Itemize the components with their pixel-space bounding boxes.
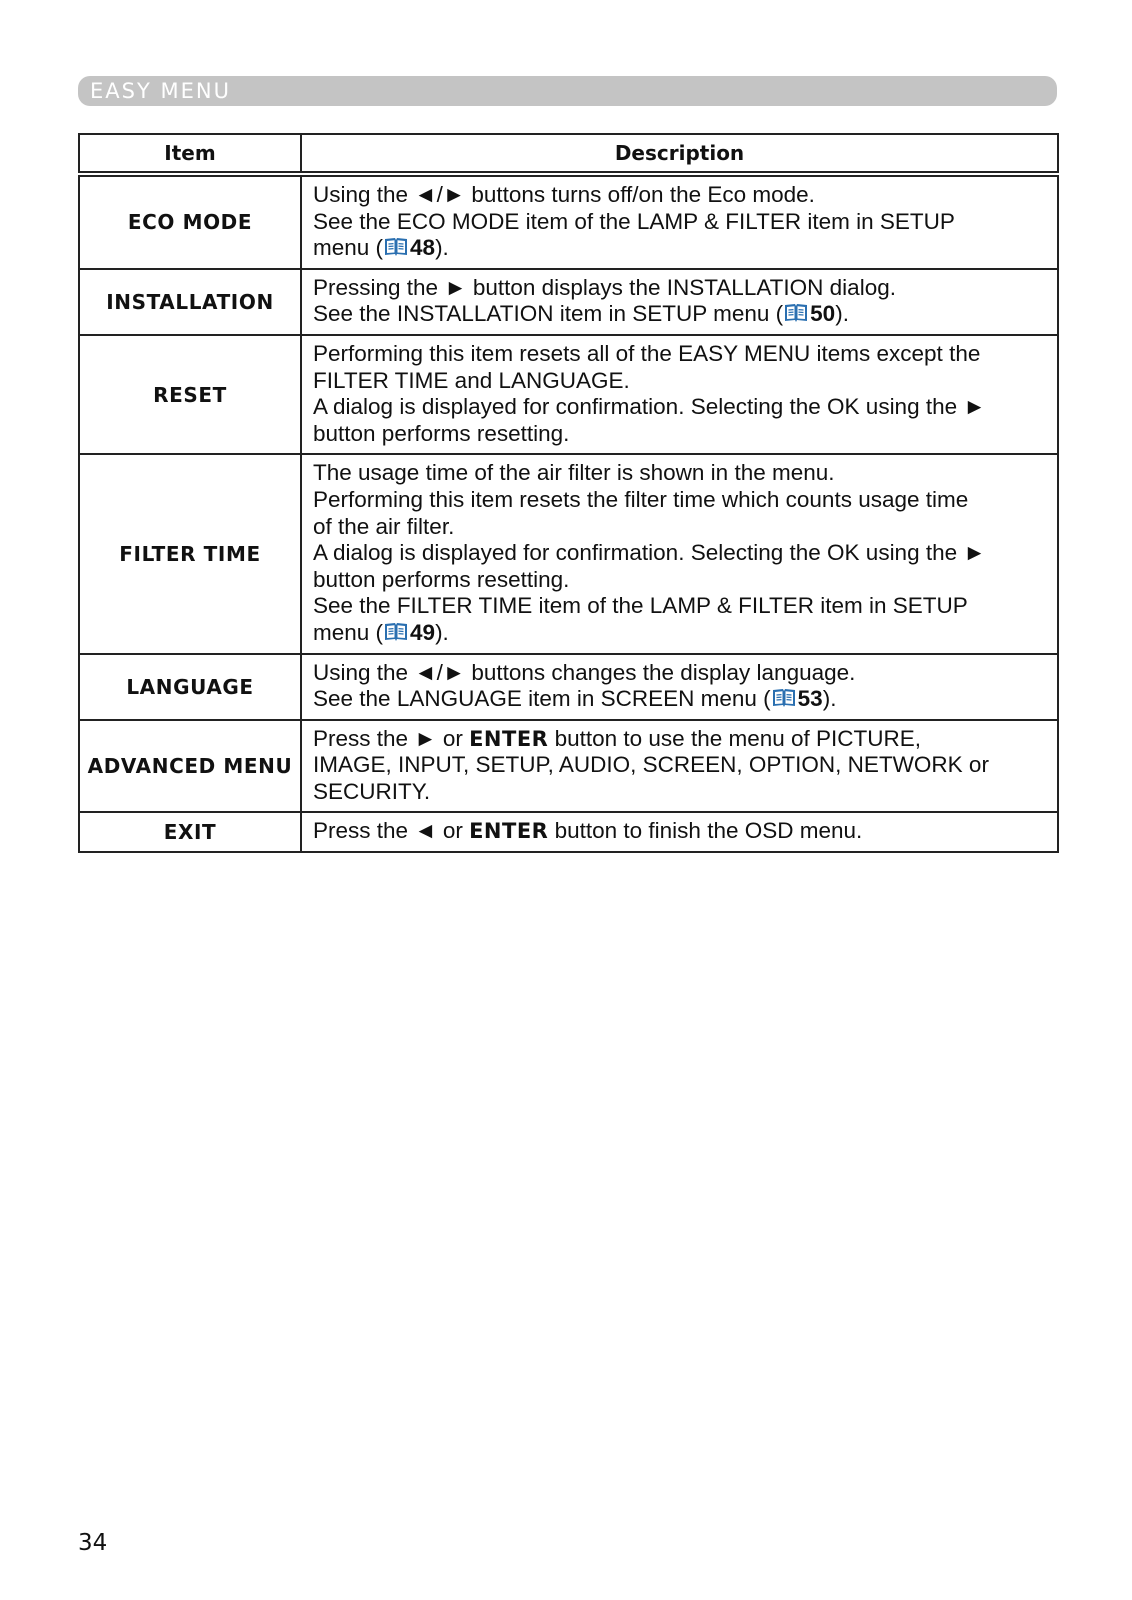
menu-item-description xyxy=(301,174,1058,269)
description-line xyxy=(313,540,1047,567)
description-text: A dialog is displayed for confirmation. Selecting the OK using the ► xyxy=(313,394,986,420)
description-text: Press the ◄ or xyxy=(313,818,470,844)
description-line xyxy=(313,779,1047,806)
menu-item-description xyxy=(301,812,1058,852)
description-text: See the LANGUAGE item in SCREEN menu ( xyxy=(313,686,771,712)
description-line xyxy=(313,421,1047,448)
description-line xyxy=(313,394,1047,421)
menu-item-name: EXIT xyxy=(79,812,301,852)
description-text: ). xyxy=(822,686,837,712)
description-text: menu ( xyxy=(313,619,384,645)
description-text: The usage time of the air filter is shown in the menu. xyxy=(313,460,835,486)
menu-item-name: ECO MODE xyxy=(79,174,301,269)
description-text: SECURITY. xyxy=(313,778,431,804)
description-line xyxy=(313,275,1047,302)
description-text: button performs resetting. xyxy=(313,420,570,446)
table-row xyxy=(79,812,1058,852)
menu-item-description xyxy=(301,720,1058,813)
description-text: FILTER TIME and LANGUAGE. xyxy=(313,367,630,393)
description-line xyxy=(313,301,1047,328)
page-reference: 48 xyxy=(410,235,436,261)
description-line xyxy=(313,341,1047,368)
description-text: See the INSTALLATION item in SETUP menu ( xyxy=(313,301,784,327)
description-line xyxy=(313,660,1047,687)
table-row xyxy=(79,454,1058,653)
book-icon xyxy=(771,687,797,709)
book-icon xyxy=(383,621,409,643)
description-text: Press the ► or xyxy=(313,725,470,751)
description-line xyxy=(313,593,1047,620)
description-text: ). xyxy=(435,619,449,645)
description-text: Pressing the ► button displays the INSTALLATION dialog. xyxy=(313,274,896,300)
page-reference: 49 xyxy=(410,619,436,645)
description-text: of the air filter. xyxy=(313,513,455,539)
description-text: IMAGE, INPUT, SETUP, AUDIO, SCREEN, OPTION, NETWORK or xyxy=(313,752,989,778)
menu-item-name: ADVANCED MENU xyxy=(79,720,301,813)
description-text: Performing this item resets the filter time which counts usage time xyxy=(313,486,969,512)
description-text: See the ECO MODE item of the LAMP & FILTER item in SETUP xyxy=(313,208,955,234)
description-line xyxy=(313,726,1047,753)
enter-key-label: ENTER xyxy=(469,819,549,844)
description-line xyxy=(313,209,1047,236)
column-header-item: Item xyxy=(79,134,301,174)
table-row xyxy=(79,720,1058,813)
description-line xyxy=(313,818,1047,845)
description-text: menu ( xyxy=(313,235,384,261)
description-text: See the FILTER TIME item of the LAMP & FILTER item in SETUP xyxy=(313,593,968,619)
menu-item-name: LANGUAGE xyxy=(79,654,301,720)
description-text: Performing this item resets all of the EASY MENU items except the xyxy=(313,340,981,366)
description-text: ). xyxy=(435,235,449,261)
menu-item-description xyxy=(301,335,1058,454)
description-line xyxy=(313,620,1047,647)
description-line xyxy=(313,686,1047,713)
description-text: A dialog is displayed for confirmation. Selecting the OK using the ► xyxy=(313,540,986,566)
menu-item-description xyxy=(301,654,1058,720)
description-line xyxy=(313,368,1047,395)
page-reference: 53 xyxy=(797,686,823,712)
easy-menu-table xyxy=(78,133,1059,853)
section-header-bar xyxy=(78,76,1057,106)
book-icon xyxy=(783,302,809,324)
menu-item-name: INSTALLATION xyxy=(79,269,301,335)
table-row xyxy=(79,654,1058,720)
description-line xyxy=(313,460,1047,487)
menu-item-description xyxy=(301,454,1058,653)
description-line xyxy=(313,487,1047,514)
table-row xyxy=(79,174,1058,269)
menu-item-description xyxy=(301,269,1058,335)
description-line xyxy=(313,567,1047,594)
table-header-row xyxy=(79,134,1058,174)
description-text: button to use the menu of PICTURE, xyxy=(548,725,922,751)
description-line xyxy=(313,514,1047,541)
table-row xyxy=(79,335,1058,454)
description-text: Using the ◄/► buttons turns off/on the Eco mode. xyxy=(313,182,815,207)
table-body xyxy=(79,174,1058,852)
column-header-description: Description xyxy=(301,134,1058,174)
description-line xyxy=(313,235,1047,262)
table-row xyxy=(79,269,1058,335)
description-text: button to finish the OSD menu. xyxy=(548,818,863,844)
description-line xyxy=(313,182,1047,209)
enter-key-label: ENTER xyxy=(469,726,549,751)
section-title: EASY MENU xyxy=(90,79,231,103)
description-text: Using the ◄/► buttons changes the display language. xyxy=(313,659,856,685)
book-icon xyxy=(383,236,409,258)
description-text: button performs resetting. xyxy=(313,566,570,592)
description-line xyxy=(313,752,1047,779)
description-text: ). xyxy=(835,301,849,327)
page-number: 34 xyxy=(78,1530,108,1556)
menu-item-name: FILTER TIME xyxy=(79,454,301,653)
page-reference: 50 xyxy=(810,301,836,327)
menu-item-name: RESET xyxy=(79,335,301,454)
